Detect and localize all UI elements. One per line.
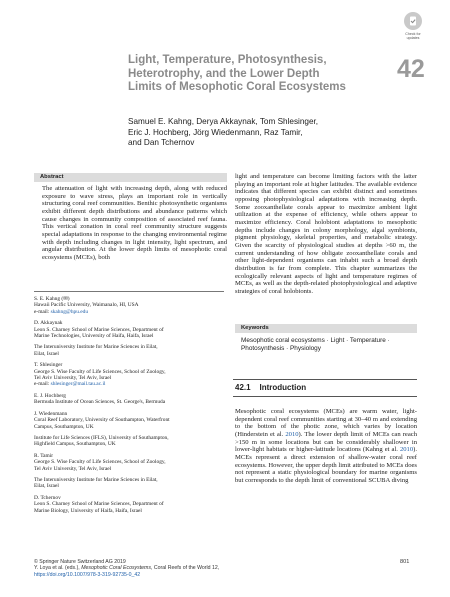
affiliation-text: George S. Wise Faculty of Life Sciences, School of Zoology, — [34, 368, 166, 375]
citation-book-title: Mesophotic Coral Ecosystems — [81, 565, 151, 572]
affiliation-line — [34, 483, 224, 489]
affiliation-line — [34, 466, 224, 472]
copyright-line: © Springer Nature Switzerland AG 2019 — [34, 559, 126, 565]
affiliation-text: Tel Aviv University, Tel Aviv, Israel — [34, 465, 112, 472]
affiliation-text: The Interuniversity Institute for Marine Sciences in Eilat, — [34, 476, 158, 483]
affiliation-text: e-mail: — [34, 381, 51, 388]
affiliation-text: The Interuniversity Institute for Marine Sciences in Eilat, — [34, 344, 158, 351]
section-rule-bottom — [233, 396, 417, 397]
badge-label-line1: Check for — [405, 32, 421, 36]
author-line: Samuel E. Kahng, Derya Akkaynak, Tom Shlesinger, — [128, 117, 319, 126]
abstract-heading: Abstract — [34, 173, 227, 182]
intro-text: ). MCEs represent a direct extension of shallow-water coral reef ecosystems. However, the upper depth limit attributed to MCEs does not represent a static physiological boundary for marine organisms but corresponds to the depth limit of conventional SCUBA diving — [235, 446, 417, 484]
intro-text: Mesophotic coral ecosystems (MCEs) are warm water, light-dependent coral reef communities starting at 30–40 m and extending to the bottom of the photic zone, which varies by location (Hinderstein et al. — [235, 408, 417, 438]
affiliation-text: George S. Wise Faculty of Life Sciences, School of Zoology, — [34, 459, 166, 466]
introduction-paragraph — [235, 408, 417, 485]
badge-label-line2: updates — [406, 36, 420, 41]
chapter-title-line: Limits of Mesophotic Coral Ecosystems — [128, 81, 346, 93]
affiliation-text: Highfield Campus, Southampton, UK — [34, 441, 116, 448]
affiliation-line — [34, 508, 224, 514]
keywords-line: Mesophotic coral ecosystems · Light · Temperature · — [241, 337, 390, 344]
email-link[interactable]: shlesinger@mail.tau.ac.il — [50, 381, 106, 388]
abstract-text: The attenuation of light with increasing depth, along with reduced exposure to wave stress, plays an important role in vertically structuring coral reef communities. Benthic photosynthetic organisms exhibit different depth distributions and abundance patterns which cause changes in community composition of associated reef fauna. This vertical zonation in coral reef community structure suggests special adaptations in response to the changing environmental regime with depth including changes in light intensity, light spectrum, and angular distribution. At the lower depth limits of mesophotic coral ecosystems (MCEs), both — [42, 185, 227, 261]
affiliation-block — [34, 362, 224, 388]
affiliation-block — [34, 344, 224, 357]
keywords-list — [235, 333, 417, 353]
affiliation-text: J. Wiedenmann — [34, 410, 68, 417]
affiliation-line — [34, 309, 224, 315]
doi-link[interactable]: https://doi.org/10.1007/978-3-319-92735-0_42 — [34, 571, 141, 578]
affiliation-text: Leon S. Charney School of Marine Sciences, Department of — [34, 501, 164, 508]
affiliation-text: D. Akkaynak — [34, 320, 63, 327]
citation-link[interactable]: 2010 — [399, 446, 414, 454]
intro-text: ). The lower depth limit of MCEs can reach >150 m in some locations but can be considerably shallower in lower-light habitats or higher-latitude locations (Kahng et al. — [235, 430, 417, 454]
affiliation-text: Marine Technologies, University of Haifa, Haifa, Israel — [34, 333, 154, 340]
citation-series: , Coral Reefs of the World 12, — [150, 565, 220, 572]
page-footer — [34, 559, 244, 578]
affiliation-text: Institute for Life Sciences (IFLS), University of Southampton, — [34, 434, 169, 441]
page-number: 801 — [400, 559, 410, 565]
citation-link[interactable]: 2010 — [285, 430, 299, 438]
badge-label — [405, 32, 420, 41]
citation-line — [34, 565, 244, 571]
author-line: Eric J. Hochberg, Jörg Wiedenmann, Raz Tamir, — [128, 127, 303, 137]
check-updates-icon — [404, 12, 422, 30]
chapter-title-line: Heterotrophy, and the Lower Depth — [128, 67, 320, 80]
affiliation-block — [34, 453, 224, 472]
author-list — [128, 117, 388, 149]
affiliation-line — [34, 424, 224, 430]
section-heading — [235, 383, 306, 393]
abstract-continued-text: light and temperature can become limiting factors with the latter playing an important role at higher latitudes. The available evidence indicates that different species can exhibit distinct and sometimes opposing photophysiological adaptations with increasing depth. Some zooxanthellate corals appear to maximize ambient light utilization at the expense of efficiency, while others appear to maximize efficiency. Coral holobiont adaptations to mesophotic depths include changes in colony morphology, algal symbionts, pigment physiology, skeletal properties, and metabolic strategy. Given the scarcity of physiological studies at depths >60 m, the current understanding of how obligate zooxanthellate corals and other light-dependent organisms can inhabit such a broad depth distribution is far from complete. This chapter summarizes the ecologically relevant aspects of light and temperature regimes of MCEs, as well as the depth-related photophysiological and adaptive strategies of coral holobionts. — [235, 173, 417, 295]
email-link[interactable]: skahng@hpu.edu — [50, 308, 89, 315]
affiliation-text: S. E. Kahng (✉) — [34, 296, 70, 302]
affiliation-line — [34, 333, 224, 339]
chapter-title — [128, 54, 378, 95]
keywords-heading: Keywords — [235, 324, 417, 333]
affiliation-text: Bermuda Institute of Ocean Sciences, St. George's, Bermuda — [34, 399, 166, 406]
affiliation-block — [34, 411, 224, 430]
check-for-updates-badge[interactable] — [396, 12, 430, 46]
affiliation-line — [34, 351, 224, 357]
affiliation-text: Eilat, Israel — [34, 483, 59, 490]
affiliation-block — [34, 495, 224, 514]
affiliation-text: Eilat, Israel — [34, 350, 59, 357]
chapter-title-line: Light, Temperature, Photosynthesis, — [128, 54, 327, 66]
affiliation-text: Coral Reef Laboratory, University of Southampton, Waterfront — [34, 417, 170, 424]
abstract-section — [34, 173, 227, 285]
affiliation-text: E. J. Hochberg — [34, 392, 66, 399]
affiliation-text: R. Tamir — [34, 452, 53, 459]
affiliation-text: e-mail: — [34, 308, 51, 315]
affiliation-text: Marine Biology, University of Haifa, Haifa, Israel — [34, 507, 142, 514]
affiliation-text: T. Shlesinger — [34, 362, 63, 369]
affiliation-line — [34, 381, 224, 387]
affiliation-block — [34, 393, 224, 406]
affiliation-text: Hawaii Pacific University, Waimanalo, HI, USA — [34, 302, 139, 309]
affiliation-line — [34, 399, 224, 405]
affiliation-block — [34, 296, 224, 315]
section-title: Introduction — [259, 383, 307, 392]
affiliation-text: Leon S. Charney School of Marine Sciences, Department of — [34, 326, 164, 333]
keywords-line: Photosynthesis · Physiology — [241, 345, 321, 353]
affiliation-block — [34, 320, 224, 339]
citation-editors: Y. Loya et al. (eds.), — [34, 565, 82, 572]
affiliation-text: Campus, Southampton, UK — [34, 423, 94, 430]
section-number: 42.1 — [235, 383, 251, 392]
affiliation-block — [34, 477, 224, 490]
author-line: and Dan Tchernov — [128, 138, 195, 148]
affiliation-divider — [34, 291, 224, 292]
affiliation-block — [34, 435, 224, 448]
section-rule-top — [233, 379, 417, 380]
affiliation-text: Tel Aviv University, Tel Aviv, Israel — [34, 375, 112, 382]
affiliation-text: D. Tchernov — [34, 494, 61, 501]
chapter-number: 42 — [397, 55, 425, 83]
affiliation-line — [34, 441, 224, 447]
keywords-section — [235, 324, 417, 353]
affiliations — [34, 296, 224, 519]
